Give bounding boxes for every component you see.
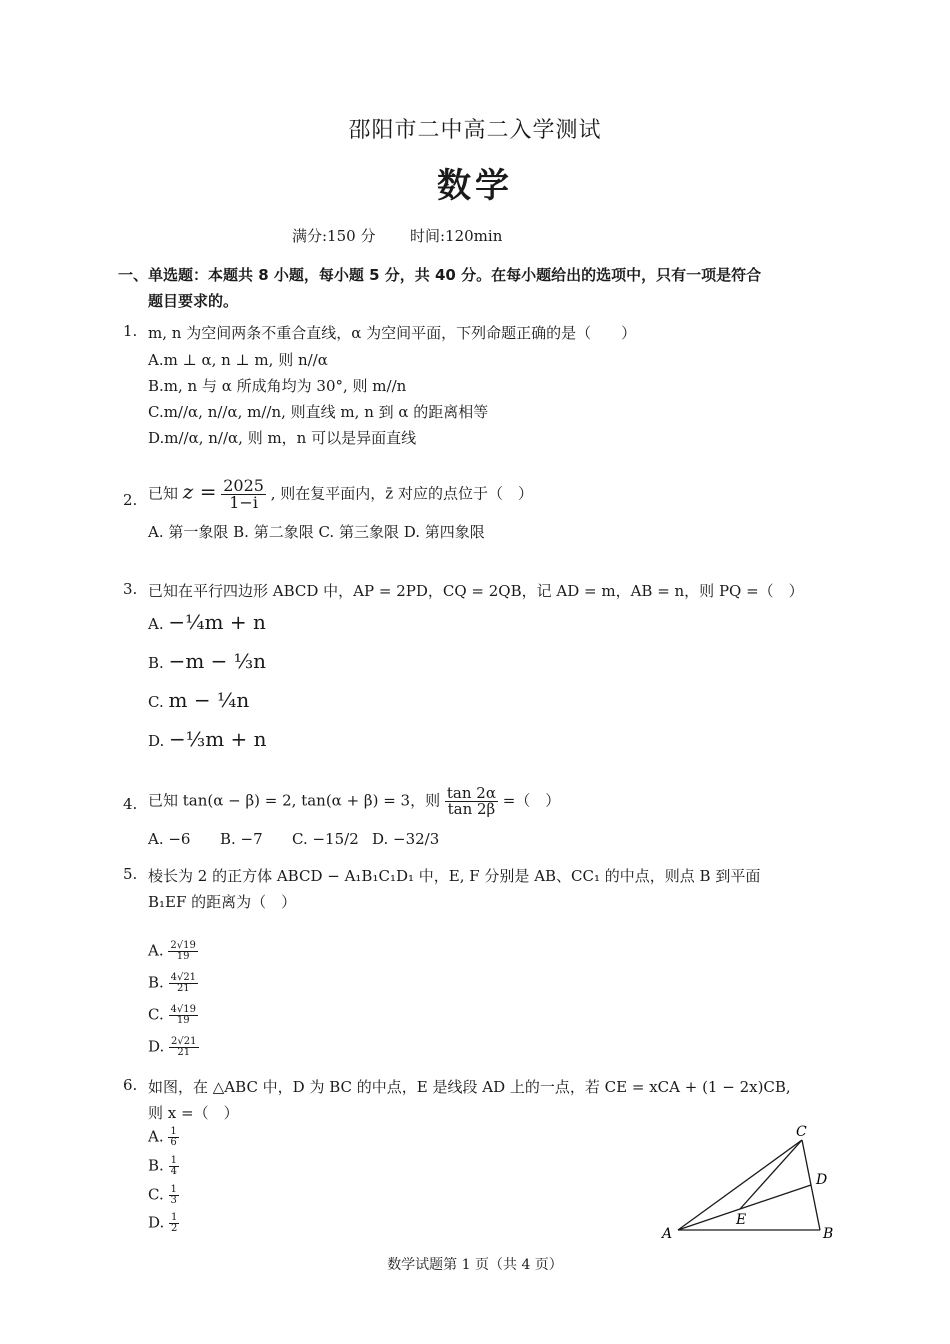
q2-fraction: [221, 478, 266, 511]
q3-option-a-label: A.: [148, 615, 164, 633]
q5-option-d-fraction: [169, 1037, 198, 1058]
q4-stem: [148, 786, 560, 817]
q6-option-a-fraction: [168, 1127, 178, 1148]
q3-option-d-label: D.: [148, 732, 165, 750]
section-heading-line1: 一、单选题：本题共 8 小题，每小题 5 分，共 40 分。在每小题给出的选项中，只有一项是符合: [118, 266, 762, 284]
q6-option-b-den: 4: [170, 1166, 177, 1177]
section-heading: [118, 262, 848, 314]
q6-option-d-label: D.: [148, 1213, 165, 1232]
q3-option-c: [148, 688, 249, 712]
label-b: B: [823, 1226, 834, 1242]
q5-option-c-fraction: [169, 1005, 198, 1026]
q4-number: 4.: [123, 795, 138, 813]
q5-option-d-den: 21: [177, 1047, 191, 1058]
q5-option-c-label: C.: [148, 1005, 164, 1024]
q6-option-c-num: 1: [170, 1184, 177, 1195]
q2-stem-pre: 已知: [148, 484, 179, 503]
q5-number: 5.: [123, 865, 138, 883]
q3-option-b: [148, 649, 266, 673]
q6-option-d-fraction: [169, 1213, 179, 1234]
q4-option-a: A. −6: [148, 830, 191, 848]
school-title: 邵阳市二中高二入学测试: [348, 118, 602, 143]
triangle-figure: [650, 1120, 850, 1245]
q5-option-d-num: 2√21: [171, 1036, 197, 1047]
q6-option-d: [148, 1213, 179, 1234]
label-e: E: [736, 1212, 747, 1228]
q6-option-b-label: B.: [148, 1156, 164, 1175]
q4-stem-post: =（ ）: [502, 791, 561, 810]
q4-denominator: tan 2β: [447, 800, 496, 818]
q4-numerator: tan 2α: [446, 784, 496, 802]
q3-option-c-expr: m − ¼n: [168, 688, 250, 712]
q4-option-b: B. −7: [220, 830, 263, 848]
q6-line2: 则 x =（ ）: [148, 1104, 239, 1122]
q2-stem: [148, 478, 533, 511]
q5-line1: 棱长为 2 的正方体 ABCD − A₁B₁C₁D₁ 中，E, F 分别是 AB、CC₁ 的中点，则点 B 到平面: [148, 867, 761, 885]
label-a: A: [662, 1226, 673, 1242]
q2-z: z =: [182, 479, 217, 504]
q5-option-a-num: 2√19: [170, 940, 196, 951]
q6-option-a-num: 1: [170, 1126, 177, 1137]
page-footer: 数学试题第 1 页（共 4 页）: [387, 1257, 563, 1273]
q5-option-c-num: 4√19: [170, 1004, 196, 1015]
q5-option-b: [148, 973, 198, 994]
q6-option-a-den: 6: [170, 1137, 177, 1148]
q5-option-a-fraction: [168, 941, 197, 962]
q3-option-c-label: C.: [148, 693, 164, 711]
q1-option-c: C.m//α, n//α, m//n, 则直线 m, n 到 α 的距离相等: [148, 403, 489, 421]
q2-options: A. 第一象限 B. 第二象限 C. 第三象限 D. 第四象限: [148, 523, 485, 541]
label-c: C: [796, 1124, 807, 1140]
q6-option-c-den: 3: [170, 1195, 177, 1206]
q6-option-b-fraction: [169, 1156, 179, 1177]
q1-option-b: B.m, n 与 α 所成角均为 30°, 则 m//n: [148, 377, 407, 395]
q2-denominator: 1−i: [229, 493, 258, 512]
q5-option-b-den: 21: [176, 983, 190, 994]
q1-stem: m, n 为空间两条不重合直线，α 为空间平面，下列命题正确的是（ ）: [148, 324, 637, 342]
q2-stem-post: , 则在复平面内，z̄ 对应的点位于（ ）: [270, 484, 533, 503]
q5-option-c: [148, 1005, 198, 1026]
full-score: 满分:150 分: [292, 227, 376, 245]
q3-option-a: [148, 610, 266, 634]
q5-option-a-label: A.: [148, 941, 164, 960]
q1-option-d: D.m//α, n//α, 则 m，n 可以是异面直线: [148, 429, 417, 447]
q5-option-d-label: D.: [148, 1037, 165, 1056]
exam-time: 时间:120min: [410, 227, 503, 245]
q5-option-b-label: B.: [148, 973, 164, 992]
q3-option-b-label: B.: [148, 654, 164, 672]
q4-option-c: C. −15/2: [292, 830, 359, 848]
q6-number: 6.: [123, 1076, 138, 1094]
q5-option-d: [148, 1037, 199, 1058]
subject-title: 数学: [437, 166, 513, 206]
q6-option-a-label: A.: [148, 1127, 164, 1146]
q6-option-c-label: C.: [148, 1185, 164, 1204]
q5-line2: B₁EF 的距离为（ ）: [148, 893, 297, 911]
q6-option-d-num: 1: [171, 1212, 178, 1223]
q6-option-b: [148, 1156, 179, 1177]
q5-option-a-den: 19: [176, 951, 190, 962]
section-heading-line2: 题目要求的。: [148, 292, 239, 310]
q6-option-d-den: 2: [171, 1223, 178, 1234]
q2-numerator: 2025: [223, 476, 264, 495]
q2-number: 2.: [123, 491, 138, 509]
q5-option-b-fraction: [169, 973, 198, 994]
q1-option-a: A.m ⊥ α, n ⊥ m, 则 n//α: [148, 351, 328, 369]
q1-number: 1.: [123, 322, 138, 340]
q5-option-b-num: 4√21: [170, 972, 197, 983]
label-d: D: [816, 1172, 828, 1188]
q6-option-c-fraction: [169, 1185, 179, 1206]
q6-option-c: [148, 1185, 179, 1206]
q3-number: 3.: [123, 580, 138, 598]
q3-option-d-expr: −⅓m + n: [169, 727, 267, 751]
q5-option-a: [148, 941, 198, 962]
q4-stem-pre: 已知 tan(α − β) = 2, tan(α + β) = 3，则: [148, 791, 441, 810]
q4-option-d: D. −32/3: [372, 830, 440, 848]
q3-stem: 已知在平行四边形 ABCD 中，AP = 2PD，CQ = 2QB，记 AD = m，AB = n，则 PQ =（ ）: [148, 582, 804, 600]
q4-fraction: [445, 786, 498, 817]
q6-option-a: [148, 1127, 179, 1148]
q6-line1: 如图，在 △ABC 中，D 为 BC 的中点，E 是线段 AD 上的一点，若 CE = xCA + (1 − 2x)CB,: [148, 1078, 791, 1096]
q6-option-b-num: 1: [170, 1155, 177, 1166]
q3-option-a-expr: −¼m + n: [168, 610, 266, 634]
q3-option-b-expr: −m − ⅓n: [168, 649, 267, 673]
q5-option-c-den: 19: [176, 1015, 190, 1026]
q3-option-d: [148, 727, 267, 751]
